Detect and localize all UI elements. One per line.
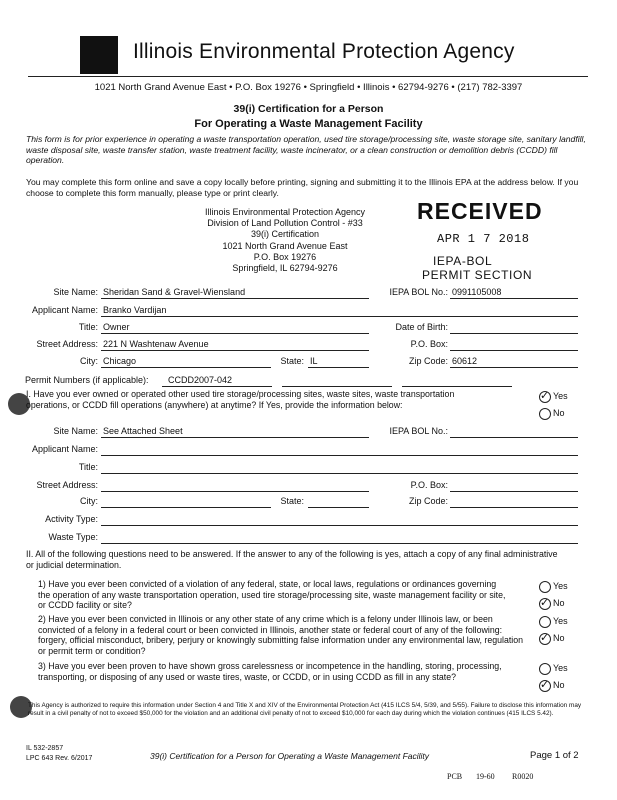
site-name-2-value[interactable]: See Attached Sheet [103,426,183,436]
instructions-text: You may complete this form online and save a copy locally before printing, signing and submitting it to the Illinois EPA at the address below. If you choose to complete this form manually, please type or print clearly. [26,177,579,198]
q2-yes-label: Yes [553,616,568,626]
street-value[interactable]: 221 N Washtenaw Avenue [103,339,209,349]
stamp-dept: IEPA-BOL [433,254,493,268]
title-value[interactable]: Owner [103,322,130,332]
question-1: 1) Have you ever been convicted of a violation of any federal, state, or local laws, regulations or ordinances governing the operation of any waste transportation operation, used tire storage/processing site, waste management facility or site, or CCDD facility or site? [38,579,506,611]
section1-no-label: No [553,408,565,418]
check-mark-icon: ✓ [540,632,550,644]
permit-numbers-label: Permit Numbers (if applicable): [25,375,149,385]
section1-no-radio[interactable] [539,408,551,420]
received-stamp: RECEIVED [417,198,543,224]
applicant-name-2-label: Applicant Name: [31,444,98,454]
zip-value[interactable]: 60612 [452,356,478,366]
site-name-label: Site Name: [53,287,98,297]
q1-yes-label: Yes [553,581,568,591]
state-value[interactable]: IL [310,356,318,366]
footer-form-title: 39(i) Certification for a Person for Operating a Waste Management Facility [150,751,430,761]
question-3: 3) Have you ever been proven to have shown gross carelessness or incompetence in the handling, storing, processing, transporting, or disposing of any used or waste tires, waste, or CCDD, or in using CCDD as fill in any state? [38,661,502,682]
mailing-address: Illinois Environmental Protection Agency Division of Land Pollution Control - #33 39(i) Certification 1021 North Grand Avenue East P.O. Box 19276 Springfield, IL 62794-9276 [204,207,366,274]
state-label: State: [280,356,304,366]
state-2-label: State: [280,496,304,506]
q2-no-label: No [553,633,565,643]
site-name-value[interactable]: Sheridan Sand & Gravel-Wiensland [103,287,246,297]
legal-notice: This Agency is authorized to require this information under Section 4 and Title X and XIV of the Environmental Protection Act (415 ILCS 5/4, 5/39, and 5/55). Failure to disclose this information may result in a civil penalty of not to exceed $50,000 for the violation and an additional civil penalty of not to exceed $10,000 for each day during which the violation continues (415 ILCS 5.42). [28,702,582,718]
received-date: APR 1 7 2018 [437,232,530,246]
form-subtitle: For Operating a Waste Management Facility [194,118,423,130]
agency-name: Illinois Environmental Protection Agency [133,40,515,63]
form-id-2: LPC 643 Rev. 6/2017 [26,755,93,762]
check-mark-icon: ✓ [540,679,550,691]
po-box-label: P.O. Box: [410,339,448,349]
q1-yes-radio[interactable] [539,581,551,593]
title-label: Title: [78,322,98,332]
page-number: Page 1 of 2 [530,750,579,761]
agency-logo [80,36,118,74]
zip-label: Zip Code: [408,356,448,366]
check-mark-icon: ✓ [540,390,550,402]
header-rule [28,76,588,77]
agency-address: 1021 North Grand Avenue East • P.O. Box 19276 • Springfield • Illinois • 62794-9276 • (217) 782-3397 [94,82,523,93]
applicant-name-value[interactable]: Branko Vardijan [103,305,167,315]
section1-question: I. Have you ever owned or operated other used tire storage/processing sites, waste sites, waste transportation operations, or CCDD fill operations (anywhere) at anytime? If Yes, provide the information below: [26,389,455,410]
pcb-number: 19-60 [476,772,495,781]
form-id-1: IL 532-2857 [26,745,64,752]
section2-intro: II. All of the following questions need to be answered. If the answer to any of the following is yes, attach a copy of any final administrative or judicial determination. [26,549,558,570]
q1-no-label: No [553,598,565,608]
iepa-bol-2-label: IEPA BOL No.: [389,426,448,436]
form-title: 39(i) Certification for a Person [233,103,384,115]
city-2-label: City: [80,496,98,506]
street-label: Street Address: [36,339,98,349]
q3-yes-radio[interactable] [539,663,551,675]
q2-yes-radio[interactable] [539,616,551,628]
city-value[interactable]: Chicago [103,356,137,366]
permit-numbers-value[interactable]: CCDD2007-042 [168,375,233,385]
section1-yes-label: Yes [553,391,568,401]
applicant-name-label: Applicant Name: [31,305,98,315]
city-label: City: [80,356,98,366]
activity-type-label: Activity Type: [45,514,98,524]
check-mark-icon: ✓ [540,597,550,609]
stamp-section: PERMIT SECTION [422,268,533,282]
waste-type-label: Waste Type: [48,532,98,542]
q3-no-label: No [553,680,565,690]
intro-text: This form is for prior experience in operating a waste transportation operation, used tire storage/processing site, waste storage site, sanitary landfill, waste disposal site, waste transfer station, waste treatment facility, waste incinerator, or a clean construction or demolition debris (CCDD) fill operation. [26,134,586,166]
street-2-label: Street Address: [36,480,98,490]
iepa-bol-label: IEPA BOL No.: [389,287,448,297]
site-name-2-label: Site Name: [53,426,98,436]
title-2-label: Title: [78,462,98,472]
zip-2-label: Zip Code: [408,496,448,506]
q3-yes-label: Yes [553,663,568,673]
r-number: R0020 [512,772,534,781]
po-box-2-label: P.O. Box: [410,480,448,490]
question-2: 2) Have you ever been convicted in Illinois or any other state of any crime which is a felony under Illinois law, or been convicted of a felony in a federal court or been convicted in Illinois, another state or federal court of any of the following: forgery, official misconduct, bribery, perjury or knowingly submitting false information under any environmental law, regulation or permit term or condition? [38,614,524,656]
pcb-label: PCB [447,772,463,781]
iepa-bol-value[interactable]: 0991105008 [452,287,502,297]
dob-label: Date of Birth: [395,322,448,332]
